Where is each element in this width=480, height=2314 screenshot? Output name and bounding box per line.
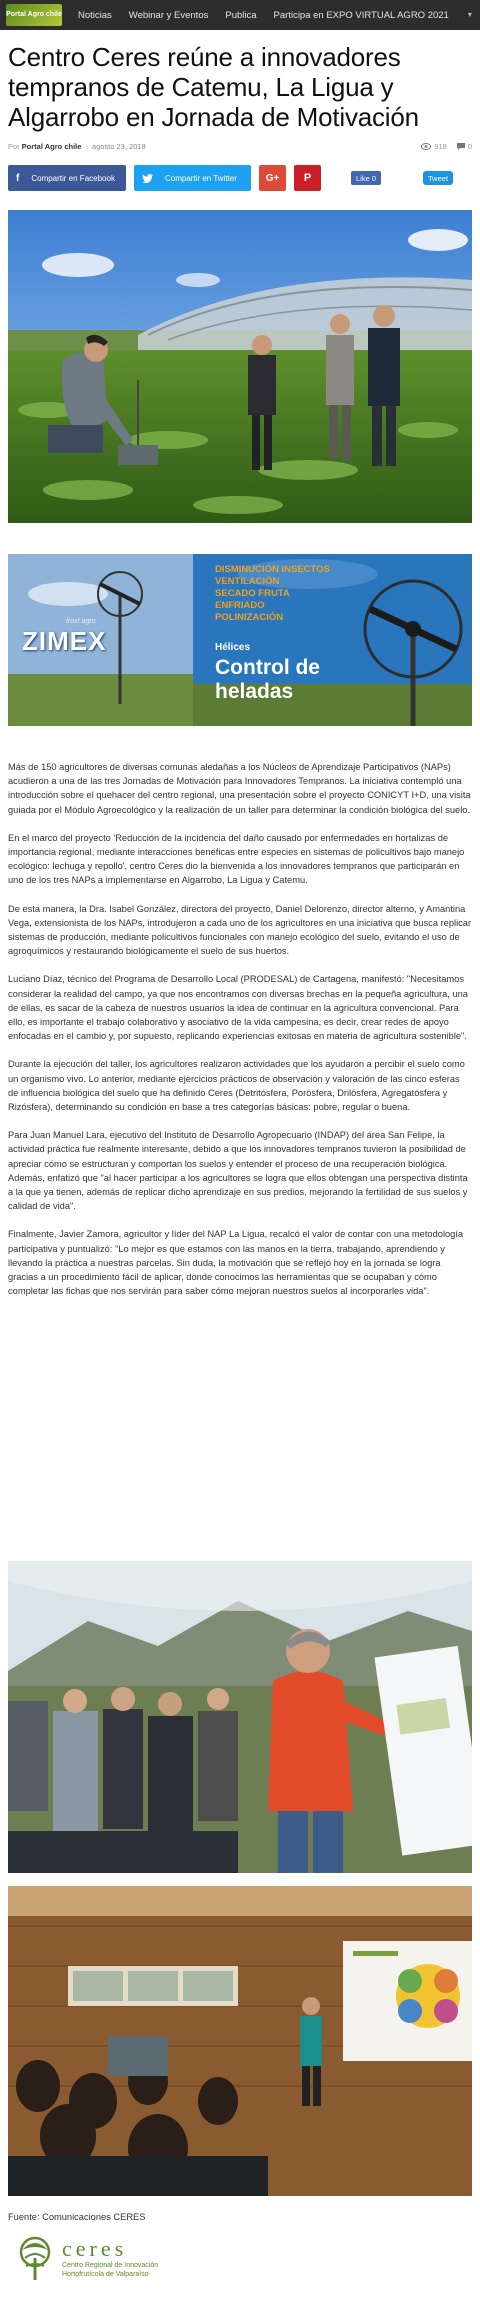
ad-headline-line2: heladas <box>215 680 294 703</box>
ceres-logo-text <box>62 2237 158 2279</box>
article-paragraph: Para Juan Manuel Lara, ejecutivo del Instituto de Desarrollo Agropecuario (INDAP) del área San Felipe, la actividad práctica fue realmente interesante, debido a que los innovadores tempranos tuvieron la posibilidad de apreciar cómo se estructuran y comportan los suelos y entender el proceso de una recuperación biológica. Además, enfatizó que "al hacer participar a los agricultores se logra que ellos obtengan una perspectiva distinta a la que ya tienen, además de replicar dicho aprendizaje en sus predios, mejorando la fertilidad de sus suelos y calidad de vida". <box>8 1130 468 1212</box>
ad-features-list <box>215 564 330 624</box>
ceres-logo-word: ceres <box>62 2236 128 2261</box>
facebook-like-button[interactable]: Like 0 <box>351 171 381 185</box>
nav-item-publica[interactable]: Publica <box>225 9 257 21</box>
article-photo-outdoor-talk <box>8 1561 472 1873</box>
ceres-footer-logo <box>14 2236 158 2280</box>
advertisement-banner[interactable] <box>8 554 472 726</box>
share-googleplus-button[interactable] <box>259 165 286 191</box>
article-date: agosto 23, 2018 <box>91 142 146 151</box>
article-paragraph: Durante la ejecución del taller, los agricultores realizaron actividades que los ayudaron a percibir el suelo como un organismo vivo. Lo anterior, mediante ejercicios prácticos de observación y valoración de las cinco esferas de influencia biológica del suelo que ha definido Ceres (Detritósfera, Porósfera, Drilósfera, Agregatósfera y Rizósfera), determinando su condición en base a tres categorías básicas: pobre, regular o buena. <box>8 1059 465 1113</box>
eye-icon <box>421 143 431 150</box>
article-source: Fuente: Comunicaciones CERES <box>8 2212 146 2222</box>
article-photo-indoor-talk <box>8 1886 472 2196</box>
facebook-icon: f <box>16 172 20 184</box>
article-paragraph: En el marco del proyecto 'Reducción de la incidencia del daño causado por enfermedades en hortalizas de importancia regional, mediante interacciones benéficas entre especies en sistemas de policultivos bajo manejo ecológico: lechuga y repollo', centro Ceres dio la bienvenida a los innovadores tempranos que participarán en uno de los tres NAPs a implementarse en Algarrobo, La Ligua y Catemu. <box>8 832 465 886</box>
nav-item-webinar[interactable]: Webinar y Eventos <box>128 9 209 21</box>
ad-feature: SECADO FRUTA <box>215 588 290 599</box>
article-photo-field-visit <box>8 210 472 523</box>
meta-by: Por <box>8 142 20 151</box>
share-pinterest-button[interactable] <box>294 165 321 191</box>
ceres-logo-sub2: Hortofrutícola de Valparaíso <box>62 2271 149 2278</box>
ad-feature: POLINIZACIÓN <box>215 612 284 623</box>
indoor-talk-image <box>8 1886 472 2196</box>
field-visit-image <box>8 210 472 523</box>
nav-item-noticias[interactable]: Noticias <box>78 9 112 21</box>
meta-separator: - <box>85 142 88 151</box>
article-paragraph: Más de 150 agricultores de diversas comunas aledañas a los Núcleos de Aprendizaje Participativos (NAPs) acudieron a una de las tres Jornadas de Motivación para Innovadores Tempranos. La iniciativa contempló una introducción sobre el quehacer del centro regional, una presentación sobre el proyecto CONICYT I+D, una visita guiada por el Módulo Agroecológico y la realización de un taller para determinar la condición biológica del suelo. <box>8 762 471 815</box>
meta-stats <box>421 142 472 151</box>
ad-brand-tag: frost agro <box>66 618 96 625</box>
ad-feature: DISMINUCIÓN INSECTOS <box>215 564 330 575</box>
ceres-logo-sub1: Centro Regional de Innovación <box>62 2262 159 2269</box>
comments-count: 0 <box>467 142 472 151</box>
article-author[interactable]: Portal Agro chile <box>21 142 82 151</box>
article-paragraph: Luciano Díaz, técnico del Programa de Desarrollo Local (PRODESAL) de Cartagena, manifestó: "Necesitamos considerar la realidad del campo, ya que nos encontramos con diversas brechas en la pequeña agricultura, una de ellas, es sacar de la cabeza de nuestros usuarios la idea de continuar en la agricultura convencional. Para ello, es importante el trabajo colaborativo y asociativo de la vida campesina, es decir, crear redes de apoyo enfocadas en el cambio y, por supuesto, replicando experiencias exitosas en materia de agricultura sostenible". <box>8 974 468 1042</box>
comments-counter[interactable] <box>457 142 472 151</box>
share-bar <box>8 165 472 191</box>
tweet-button[interactable]: Tweet <box>423 171 453 185</box>
comment-icon <box>457 143 465 150</box>
article-meta <box>8 142 472 151</box>
share-facebook-button[interactable] <box>8 165 126 191</box>
twitter-icon <box>142 174 153 183</box>
views-count: 918 <box>434 142 447 151</box>
site-logo[interactable] <box>6 4 62 26</box>
google-plus-icon: G+ <box>265 172 280 184</box>
article-title: Centro Ceres reúne a innovadores tempranos de Catemu, La Ligua y Algarrobo en Jornada de Motivación <box>8 42 419 132</box>
ad-product: Hélices <box>215 642 251 653</box>
ad-feature: ENFRIADO <box>215 600 265 611</box>
views-counter <box>421 142 447 151</box>
share-twitter-label: Compartir en Twitter <box>165 173 237 183</box>
pinterest-icon: P <box>303 172 312 184</box>
ad-brand-logo: ZIMEX <box>22 626 107 656</box>
top-navigation-bar <box>0 0 480 30</box>
outdoor-talk-image <box>8 1561 472 1873</box>
ad-feature: VENTILACIÓN <box>215 576 280 587</box>
share-twitter-button[interactable] <box>134 165 251 191</box>
share-facebook-label: Compartir en Facebook <box>31 173 115 183</box>
nav-item-expo[interactable]: Participa en EXPO VIRTUAL AGRO 2021 <box>273 9 449 21</box>
site-logo-text: Portal Agro chile <box>6 11 62 18</box>
chevron-down-icon: ▾ <box>467 9 472 19</box>
ad-headline-line1: Control de <box>215 656 320 679</box>
article-body <box>8 760 472 1313</box>
main-nav <box>78 10 472 21</box>
article-paragraph: De esta manera, la Dra. Isabel González, directora del proyecto, Daniel Delorenzo, director alterno, y Amantina Vega, extensionista de los NAPs, introdujeron a cada uno de los agricultores en una iniciativa que busca replicar sistemas de producción, mediante policultivos funcionales con manejo ecológico del suelo, evitando el uso de agroquímicos y restaurando biológicamente el suelo de sus huertos. <box>8 903 472 957</box>
ceres-tree-icon <box>14 2236 56 2280</box>
article-paragraph: Finalmente, Javier Zamora, agricultor y líder del NAP La Ligua, recalcó el valor de contar con una metodología participativa y puntualizó: "Lo mejor es que estamos con las manos en la tierra, trabajando, aprendiendo y llevando la práctica a nuestras parcelas. Sin duda, la motivación que se reflejó hoy en la jornada se logra gracias a un procedimiento fácil de aplicar, donde conocimos las herramientas que se ocupaban y cómo completar las fichas que nos servirán para saber cómo mejoran nuestros suelos al incorporarles vida". <box>8 1229 464 1297</box>
